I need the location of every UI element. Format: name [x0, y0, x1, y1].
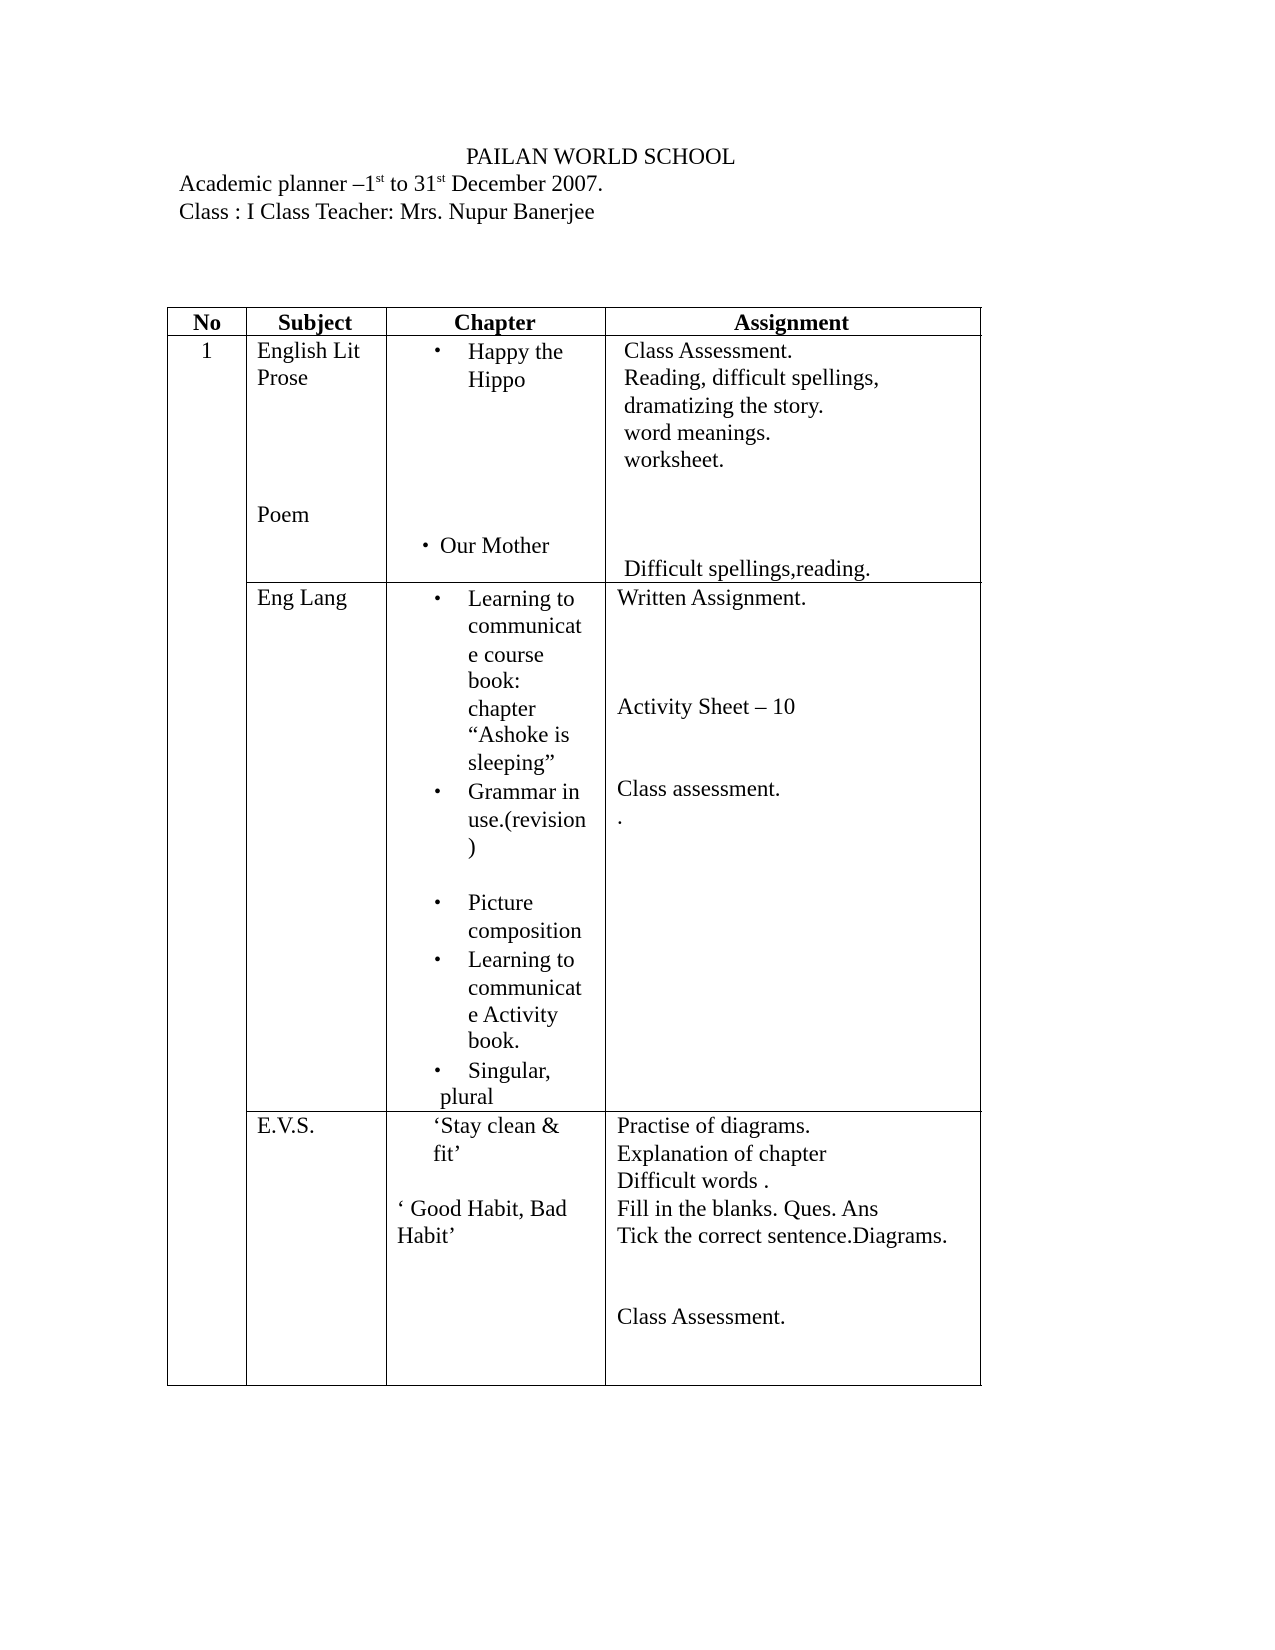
table-border-bottom	[167, 1385, 982, 1386]
table-border-right	[980, 307, 981, 1386]
column-header-subject: Subject	[278, 310, 353, 335]
column-divider-3	[605, 307, 606, 1386]
assignment-line: dramatizing the story.	[624, 393, 824, 418]
chapter-line: fit’	[433, 1141, 462, 1166]
bullet-icon: •	[434, 781, 442, 803]
chapter-line: Habit’	[397, 1223, 456, 1248]
bullet-icon: •	[434, 588, 442, 610]
chapter-line: communicat	[468, 975, 582, 1000]
subject-evs: E.V.S.	[257, 1113, 315, 1138]
chapter-line: )	[468, 834, 476, 859]
assignment-line: Activity Sheet – 10	[617, 694, 796, 719]
table-border-left	[167, 307, 168, 1386]
bullet-icon: •	[434, 340, 442, 362]
planner-line	[179, 170, 603, 198]
planner-sup-1: st	[375, 170, 385, 185]
assignment-line: worksheet.	[624, 447, 725, 472]
chapter-line: chapter	[468, 696, 536, 721]
chapter-line: e Activity	[468, 1002, 559, 1027]
row-number: 1	[201, 338, 213, 363]
assignment-line: Written Assignment.	[617, 585, 807, 610]
column-header-assignment: Assignment	[734, 310, 850, 335]
subject-prose: Prose	[257, 365, 309, 390]
assignment-line: Class Assessment.	[617, 1304, 786, 1329]
column-header-chapter: Chapter	[454, 310, 536, 335]
planner-prefix: Academic planner –1	[179, 171, 376, 196]
chapter-line: Grammar in	[468, 779, 580, 804]
column-header-no: No	[193, 310, 222, 335]
planner-sup-2: st	[436, 170, 446, 185]
chapter-line: “Ashoke is	[468, 722, 570, 747]
chapter-line: communicat	[468, 613, 582, 638]
class-teacher-line: Class : I Class Teacher: Mrs. Nupur Banerjee	[179, 199, 595, 224]
assignment-line: .	[617, 804, 623, 829]
subject-english-lit: English Lit	[257, 338, 360, 363]
planner-mid: to 31	[384, 171, 437, 196]
table-border-top	[167, 307, 982, 308]
assignment-line: Tick the correct sentence.Diagrams.	[617, 1223, 948, 1248]
assignment-line: Practise of diagrams.	[617, 1113, 811, 1138]
chapter-line: Hippo	[468, 367, 526, 392]
assignment-line: Explanation of chapter	[617, 1141, 827, 1166]
assignment-line: Class Assessment.	[624, 338, 793, 363]
chapter-line: Picture	[468, 890, 534, 915]
chapter-line: e course	[468, 642, 544, 667]
column-divider-2	[386, 307, 387, 1386]
assignment-line: Difficult words .	[617, 1168, 770, 1193]
chapter-line: sleeping”	[468, 750, 555, 775]
school-title: PAILAN WORLD SCHOOL	[466, 144, 736, 169]
subject-eng-lang: Eng Lang	[257, 585, 348, 610]
chapter-line: book:	[468, 668, 521, 693]
column-divider-1	[246, 307, 247, 1386]
bullet-icon: •	[434, 1060, 442, 1082]
chapter-line: Learning to	[468, 586, 575, 611]
row-divider-2	[246, 582, 982, 583]
planner-suffix: December 2007.	[445, 171, 604, 196]
assignment-line: Difficult spellings,reading.	[624, 556, 871, 581]
bullet-icon: •	[434, 892, 442, 914]
row-divider-3	[246, 1111, 982, 1112]
subject-poem: Poem	[257, 502, 310, 527]
bullet-icon: •	[434, 949, 442, 971]
chapter-our-mother: Our Mother	[440, 533, 550, 558]
chapter-line: book.	[468, 1028, 520, 1053]
chapter-line: Singular,	[468, 1058, 551, 1083]
assignment-line: Class assessment.	[617, 776, 781, 801]
chapter-line: Learning to	[468, 947, 575, 972]
chapter-line: ‘ Good Habit, Bad	[397, 1196, 567, 1221]
chapter-line: ‘Stay clean &	[433, 1113, 560, 1138]
chapter-line: composition	[468, 918, 582, 943]
chapter-line: plural	[440, 1084, 494, 1109]
assignment-line: word meanings.	[624, 420, 771, 445]
bullet-icon: •	[422, 535, 430, 557]
chapter-line: use.(revision	[468, 807, 587, 832]
chapter-line: Happy the	[468, 339, 564, 364]
assignment-line: Reading, difficult spellings,	[624, 365, 880, 390]
assignment-line: Fill in the blanks. Ques. Ans	[617, 1196, 879, 1221]
